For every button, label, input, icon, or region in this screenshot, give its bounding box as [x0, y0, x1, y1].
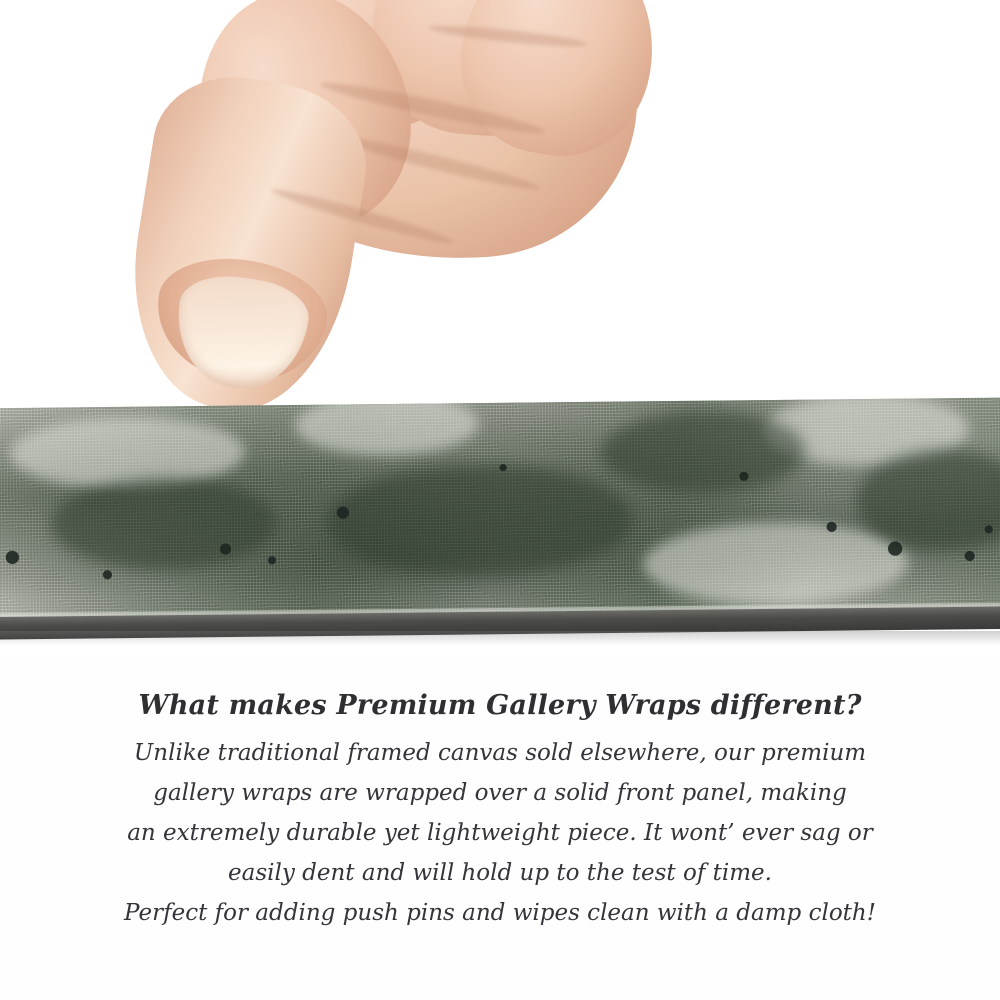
hand-with-pointing-finger	[118, 0, 638, 430]
canvas-speck	[499, 464, 506, 471]
caption-line: easily dent and will hold up to the test of time.	[228, 860, 772, 886]
caption-line: an extremely durable yet lightweight piece. It wont’ ever sag or	[127, 820, 873, 846]
caption-title: What makes Premium Gallery Wraps different?	[138, 690, 862, 721]
canvas-speck	[268, 556, 276, 564]
canvas-speck	[827, 522, 837, 532]
gallery-wrap-edge	[0, 398, 1000, 628]
canvas-speck	[739, 472, 748, 481]
canvas-speck	[220, 543, 231, 554]
wrap-drop-shadow	[0, 631, 1000, 645]
canvas-speck	[965, 551, 975, 561]
caption-line: Perfect for adding push pins and wipes clean with a damp cloth!	[124, 900, 876, 926]
canvas-speck	[337, 506, 349, 518]
canvas-speck	[6, 551, 19, 564]
caption-line: gallery wraps are wrapped over a solid front panel, making	[153, 780, 847, 806]
canvas-speck	[888, 541, 902, 555]
caption-body	[0, 733, 1000, 933]
caption-line: Unlike traditional framed canvas sold elsewhere, our premium	[133, 740, 867, 766]
canvas-speck	[985, 525, 993, 533]
caption-block	[0, 690, 1000, 933]
canvas-speck	[103, 570, 112, 579]
